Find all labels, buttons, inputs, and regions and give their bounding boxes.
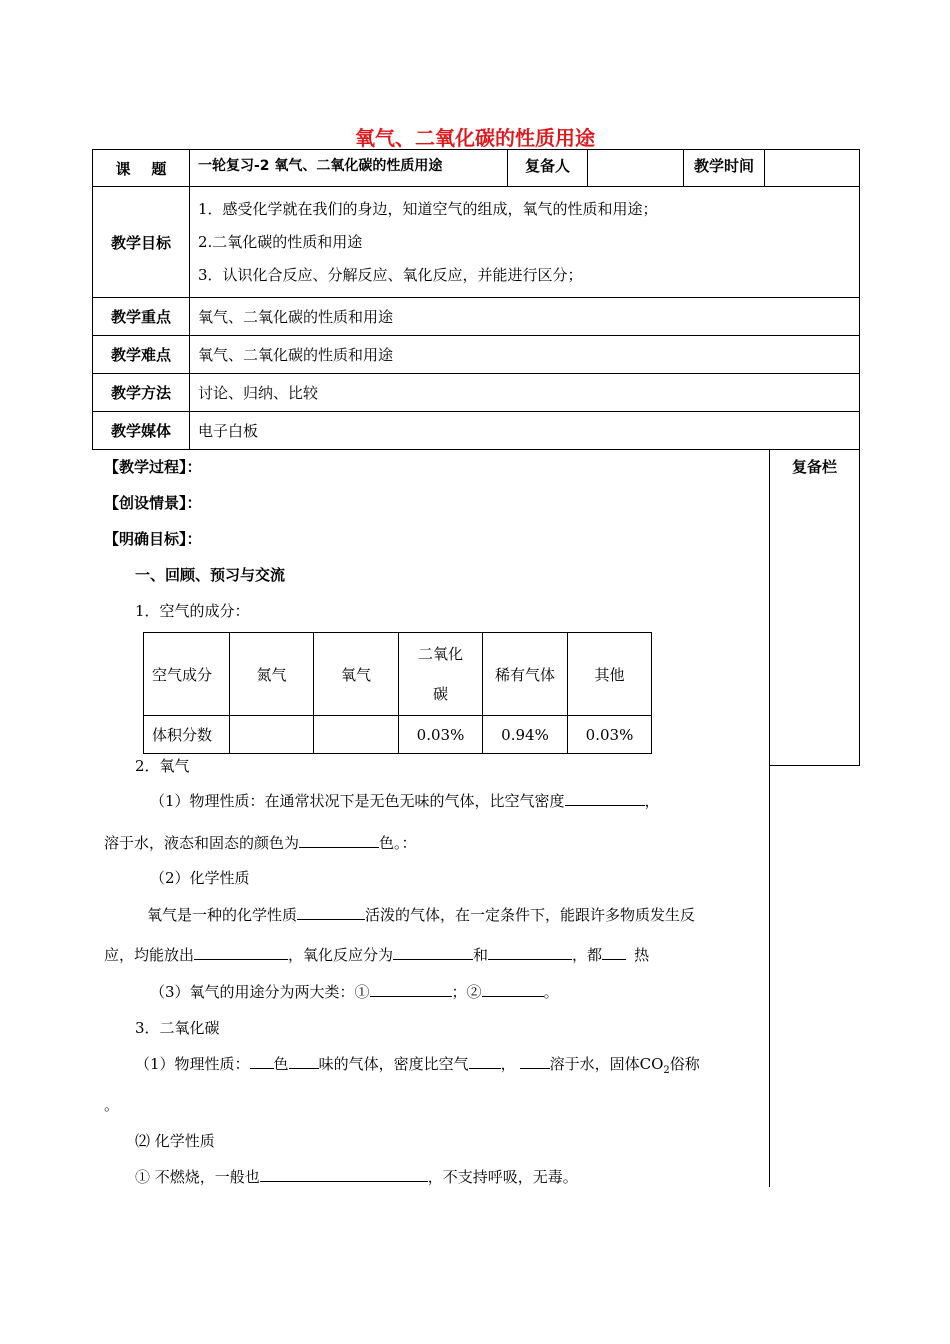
o2-physical-line2: 溶于水，液态和固态的颜色为 色。： bbox=[104, 834, 417, 852]
review-column-divider bbox=[769, 765, 770, 1187]
air-header-co2-line1: 二氧化 bbox=[417, 645, 463, 663]
subject-label: 课 题 bbox=[93, 150, 190, 187]
fill-blank bbox=[260, 1167, 428, 1182]
air-value-cell bbox=[314, 716, 399, 754]
fill-blank bbox=[194, 945, 288, 960]
time-value bbox=[765, 150, 860, 187]
fill-blank bbox=[482, 982, 544, 997]
o2-physical-line1: （1）物理性质：在通常状况下是无色无味的气体，比空气密度 ， bbox=[150, 792, 660, 810]
page-title: 氧气、二氧化碳的性质用途 bbox=[355, 126, 595, 150]
co2-chemical-title: ⑵ 化学性质 bbox=[135, 1132, 215, 1150]
air-value-cell: 0.03% bbox=[399, 716, 483, 754]
method-value: 讨论、归纳、比较 bbox=[190, 374, 860, 412]
goals-cell bbox=[190, 187, 860, 298]
air-header-cell: 稀有气体 bbox=[483, 633, 568, 716]
difficulty-label: 教学难点 bbox=[93, 336, 190, 374]
goals-label: 教学目标 bbox=[93, 187, 190, 298]
reviewer-label: 复备人 bbox=[508, 150, 588, 187]
o2-uses-line: （3）氧气的用途分为两大类：① ；② 。 bbox=[150, 983, 559, 1001]
process-heading: 【教学过程】： bbox=[104, 458, 202, 476]
air-value-cell bbox=[230, 716, 314, 754]
air-table-header-row bbox=[144, 633, 652, 716]
goal-item: 2.二氧化碳的性质和用途 bbox=[198, 232, 363, 251]
o2-chemical-line2: 应，均能放出 ，氧化反应分为 和 ，都 热 bbox=[104, 946, 650, 964]
co2-physical-line2: 。 bbox=[104, 1096, 120, 1114]
method-label: 教学方法 bbox=[93, 374, 190, 412]
air-value-cell: 0.94% bbox=[483, 716, 568, 754]
fill-blank bbox=[488, 945, 572, 960]
air-header-cell: 其他 bbox=[568, 633, 652, 716]
difficulty-row bbox=[93, 336, 860, 374]
fill-blank bbox=[602, 945, 626, 960]
scenario-heading: 【创设情景】： bbox=[104, 494, 202, 512]
co2-chemical-line1: ① 不燃烧，一般也 ，不支持呼吸，无毒。 bbox=[135, 1168, 578, 1186]
reviewer-value bbox=[588, 150, 684, 187]
review-column bbox=[769, 450, 860, 766]
focus-value: 氧气、二氧化碳的性质和用途 bbox=[190, 298, 860, 336]
o2-chemical-title: （2）化学性质 bbox=[150, 869, 250, 887]
item-air-composition: 1．空气的成分： bbox=[135, 602, 250, 620]
subject-value: 一轮复习-2 氧气、二氧化碳的性质用途 bbox=[190, 150, 508, 187]
air-table-value-row bbox=[144, 716, 652, 754]
fill-blank bbox=[393, 945, 473, 960]
objective-heading: 【明确目标】： bbox=[104, 530, 202, 548]
focus-label: 教学重点 bbox=[93, 298, 190, 336]
fill-blank bbox=[250, 1054, 274, 1069]
media-label: 教学媒体 bbox=[93, 412, 190, 450]
fill-blank bbox=[299, 833, 379, 848]
fill-blank bbox=[565, 791, 645, 806]
air-header-cell bbox=[399, 633, 483, 716]
air-composition-table bbox=[143, 632, 652, 754]
subject-row bbox=[93, 150, 860, 187]
difficulty-value: 氧气、二氧化碳的性质和用途 bbox=[190, 336, 860, 374]
co2-physical-line1: （1）物理性质： 色 味的气体，密度比空气 ， 溶于水，固体$CO_2$俗称 bbox=[135, 1055, 700, 1076]
item-carbon-dioxide: 3．二氧化碳 bbox=[135, 1019, 220, 1037]
goals-row bbox=[93, 187, 860, 298]
focus-row bbox=[93, 298, 860, 336]
review-column-label: 复备栏 bbox=[791, 458, 837, 476]
lesson-info-table bbox=[92, 149, 860, 450]
method-row bbox=[93, 374, 860, 412]
air-row-label: 体积分数 bbox=[144, 716, 230, 754]
time-label: 教学时间 bbox=[684, 150, 765, 187]
fill-blank bbox=[469, 1054, 501, 1069]
fill-blank bbox=[289, 1054, 319, 1069]
item-oxygen: 2．氧气 bbox=[135, 757, 190, 775]
air-header-cell: 氧气 bbox=[314, 633, 399, 716]
air-header-cell: 氮气 bbox=[230, 633, 314, 716]
fill-blank bbox=[370, 982, 452, 997]
fill-blank bbox=[520, 1054, 550, 1069]
goal-item: 3．认识化合反应、分解反应、氧化反应，并能进行区分； bbox=[198, 265, 583, 284]
section-heading-review: 一、回顾、预习与交流 bbox=[135, 566, 286, 584]
air-header-co2-line2: 碳 bbox=[432, 685, 448, 703]
media-value: 电子白板 bbox=[190, 412, 860, 450]
air-value-cell: 0.03% bbox=[568, 716, 652, 754]
goal-item: 1．感受化学就在我们的身边，知道空气的组成，氧气的性质和用途； bbox=[198, 199, 658, 218]
o2-chemical-line1: 氧气是一种的化学性质 活泼的气体，在一定条件下，能跟许多物质发生反 bbox=[147, 906, 696, 924]
fill-blank bbox=[297, 905, 365, 920]
air-header-cell: 空气成分 bbox=[144, 633, 230, 716]
media-row bbox=[93, 412, 860, 450]
